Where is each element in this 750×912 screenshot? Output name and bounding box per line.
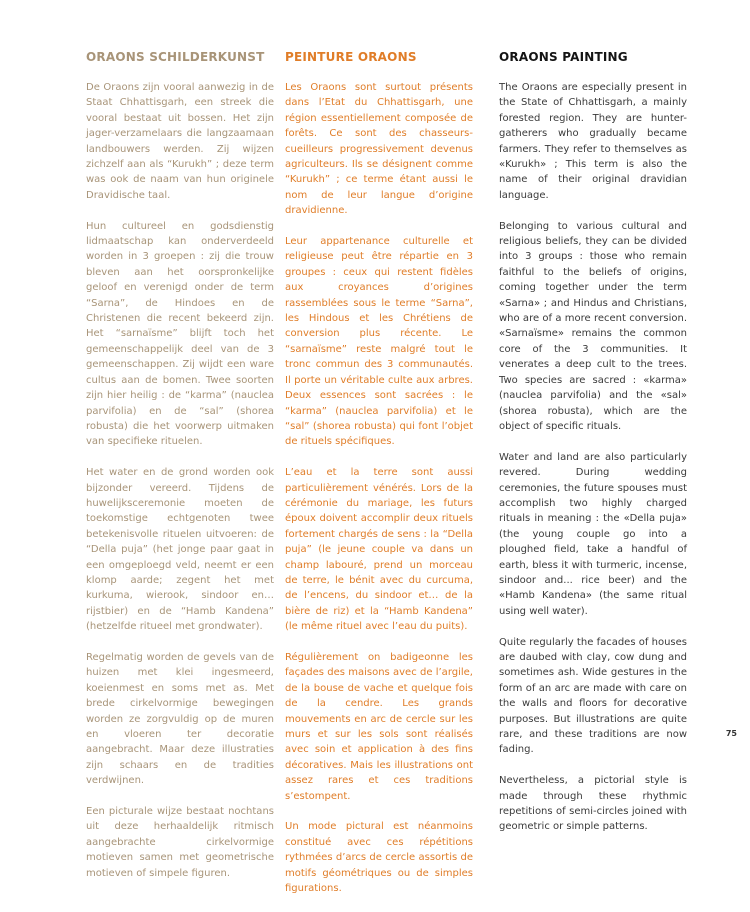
french-paragraph: Les Oraons sont surtout présents dans l’Etat du Chhattisgarh, une région essentiellement composée de forêts. Ce sont des chasseurs-cueilleurs progressivement devenus agriculteurs. Ils se désignent comme “Kurukh” ; ce terme étant aussi le nom de leur langue d’origine dravidienne.	[285, 82, 473, 217]
french-paragraph: Un mode pictural est néanmoins constitué avec ces répétitions rythmées d’arcs de cercle assortis de motifs géométriques ou de simples figurations.	[285, 821, 473, 895]
dutch-heading: ORAONS SCHILDERKUNST	[86, 50, 265, 64]
dutch-paragraph: Het water en de grond worden ook bijzonder vereerd. Tijdens de huwelijksceremonie moeten de toekomstige echtgenoten twee betekenisvolle rituelen uitvoeren: de “Della puja” (het jonge paar gaat in een omgeploegd veld, neemt er een klomp aarde; zegent het met kurkuma, wierook, sindoor en… rijstbier) en de “Hamb Kandena” (hetzelfde ritueel met grondwater).	[86, 467, 274, 633]
english-paragraph: Belonging to various cultural and religious beliefs, they can be divided into 3 groups : those who remain faithful to the beliefs of origins, coming together under the term «Sarna» ; and Hindus and Christians, who are of a more recent conversion. «Sarnaïsme» remains the common core of the 3 communities. It venerates a deep cult to the trees. Two species are sacred : «karma» (nauclea parvifolia) and the «sal» (shorea robusta), which are the object of specific rituals.	[499, 220, 687, 432]
english-paragraph: Water and land are also particularly revered. During wedding ceremonies, the future spouses must accomplish two highly charged rituals in meaning : the «Della puja» (the young couple go into a ploughed field, take a handful of earth, bless it with turmeric, incense, sindoor and... rice beer) and the «Hamb Kandena» (the same ritual using well water).	[499, 451, 687, 617]
english-heading: ORAONS PAINTING	[499, 50, 628, 64]
dutch-paragraph: Een picturale wijze bestaat nochtans uit deze herhaaldelijk ritmisch aangebrachte cirkelvormige motieven samen met geometrische motieven of simpele figuren.	[86, 806, 274, 879]
english-paragraph: Quite regularly the facades of houses are daubed with clay, cow dung and sometimes ash. Wide gestures in the form of an arc are made with care on the walls and floors for decorative purposes. But illustrations are quite rare, and these traditions are now fading.	[499, 636, 687, 756]
english-paragraph: The Oraons are especially present in the State of Chhattisgarh, a mainly forested region. They are hunter-gatherers who gradually became farmers. They refer to themselves as «Kurukh» ; This term is also the name of their original dravidian language.	[499, 82, 687, 201]
english-paragraph: Nevertheless, a pictorial style is made through these rhythmic repetitions of semi-circles joined with geometric or simple patterns.	[499, 775, 687, 833]
english-column	[499, 50, 687, 850]
french-paragraph: Régulièrement on badigeonne les façades des maisons avec de l’argile, de la bouse de vache et quelque fois de la cendre. Les grands mouvements en arc de cercle sur les murs et sur les sols sont réalisés avec soin et application à des fins décoratives. Mais les illustrations ont assez rares et ces traditions s’estompent.	[285, 651, 473, 802]
dutch-paragraph: De Oraons zijn vooral aanwezig in de Staat Chhattisgarh, een streek die vooral bestaat uit bossen. Het zijn jager-verzamelaars die langzaamaan landbouwers werden. Zij wijzen zichzelf aan als “Kurukh” ; deze term was ook de naam van hun originele Dravidische taal.	[86, 82, 274, 201]
french-heading: PEINTURE ORAONS	[285, 50, 417, 64]
french-paragraph: L’eau et la terre sont aussi particulièrement vénérés. Lors de la cérémonie du mariage, les futurs époux doivent accomplir deux rituels fortement chargés de sens : la “Della puja” (le jeune couple va dans un champ labouré, prend un morceau de terre, le bénit avec du curcuma, de l’encens, du sindoor et… de la bière de riz) et la “Hamb Kandena” (le même rituel avec l’eau du puits).	[285, 467, 473, 633]
dutch-paragraph: Regelmatig worden de gevels van de huizen met klei ingesmeerd, koeienmest en soms met as. Met brede cirkelvormige bewegingen worden ze zorgvuldig op de muren en vloeren ter decoratie aangebracht. Maar deze illustraties zijn schaars en de tradities verdwijnen.	[86, 651, 274, 787]
page-number: 75	[725, 729, 737, 738]
french-paragraph: Leur appartenance culturelle et religieuse peut être répartie en 3 groupes : ceux qui restent fidèles aux croyances d’origines rassemblées sous le terme “Sarna”, les Hindous et les Chrétiens de conversion plus récente. Le “sarnaïsme” reste malgré tout le tronc commun des 3 communautés. Il porte un véritable culte aux arbres. Deux essences sont sacrées : le “karma” (nauclea parvifolia) et le “sal” (shorea robusta) qui font l’objet de rituels spécifiques.	[285, 236, 473, 448]
french-column	[285, 50, 473, 912]
dutch-column	[86, 50, 274, 896]
dutch-paragraph: Hun cultureel en godsdienstig lidmaatschap kan onderverdeeld worden in 3 groepen : zij die trouw bleven aan het oorspronkelijke geloof en verenigd onder de term “Sarna”, de Hindoes en de Christenen die recent bekeerd zijn. Het “sarnaïsme” blijft toch het gemeenschappelijk deel van de 3 gemeenschappen. Zij wijdt een ware cultus aan de bomen. Twee soorten zijn hier heilig : de “karma” (nauclea parvifolia) en de “sal” (shorea robusta) die het voorwerp uitmaken van specifieke rituelen.	[86, 220, 274, 448]
